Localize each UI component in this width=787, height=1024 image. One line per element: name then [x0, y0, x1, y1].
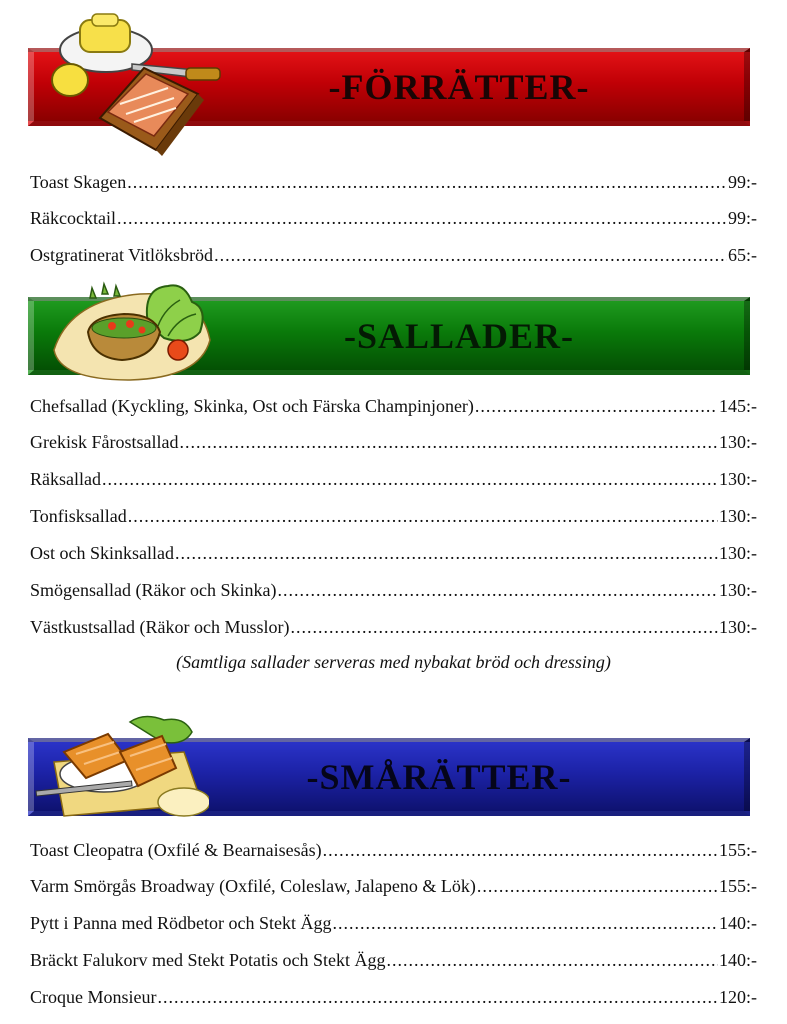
menu-item-price: 130:- [719, 469, 757, 489]
menu-item-name: Västkustsallad (Räkor och Musslor) [30, 617, 290, 637]
salad-bowl-with-lettuce-icon [50, 280, 220, 385]
dot-leader [128, 504, 718, 528]
menu-item-price: 130:- [719, 543, 757, 563]
menu-item-price: 99:- [728, 208, 757, 228]
menu-item-name: Toast Cleopatra (Oxfilé & Bearnaisesås) [30, 840, 322, 860]
menu-item [30, 985, 757, 1009]
menu-item-name: Pytt i Panna med Rödbetor och Stekt Ägg [30, 913, 332, 933]
menu-item [30, 578, 757, 602]
dot-leader [214, 243, 727, 267]
toasted-sandwich-plate-icon [34, 712, 209, 827]
toast-with-salmon-and-butter-icon [48, 8, 228, 158]
menu-item-price: 65:- [728, 245, 757, 265]
menu-item [30, 948, 757, 972]
section-title: -SMÅRÄTTER- [306, 756, 572, 797]
menu-item-name: Varm Smörgås Broadway (Oxfilé, Coleslaw, Jalapeno & Lök) [30, 876, 476, 896]
dot-leader [127, 170, 727, 194]
menu-item-price: 130:- [719, 617, 757, 637]
dot-leader [277, 578, 718, 602]
menu-item-price: 99:- [728, 172, 757, 192]
dot-leader [477, 874, 718, 898]
menu-item [30, 394, 757, 418]
menu-item-price: 145:- [719, 396, 757, 416]
menu-item [30, 541, 757, 565]
menu-item [30, 874, 757, 898]
menu-item-name: Smögensallad (Räkor och Skinka) [30, 580, 277, 600]
salad-note: (Samtliga sallader serveras med nybakat bröd och dressing) [176, 652, 611, 672]
menu-item-name: Toast Skagen [30, 172, 127, 192]
menu-item [30, 838, 757, 862]
menu-item [30, 206, 757, 230]
dot-leader [290, 615, 718, 639]
section-title: -FÖRRÄTTER- [328, 66, 590, 107]
menu-item-name: Räkcocktail [30, 208, 116, 228]
menu-item [30, 615, 757, 639]
menu-item-price: 140:- [719, 913, 757, 933]
section-title: -SALLADER- [343, 315, 575, 356]
menu-item-price: 140:- [719, 950, 757, 970]
menu-item-name: Chefsallad (Kyckling, Skinka, Ost och Färska Champinjoner) [30, 396, 474, 416]
dot-leader [157, 985, 718, 1009]
menu-item-name: Croque Monsieur [30, 987, 157, 1007]
menu-item-name: Ostgratinerat Vitlöksbröd [30, 245, 214, 265]
dot-leader [475, 394, 718, 418]
menu-item [30, 170, 757, 194]
menu-item-price: 130:- [719, 432, 757, 452]
dot-leader [102, 467, 718, 491]
menu-item [30, 467, 757, 491]
menu-item [30, 430, 757, 454]
dot-leader [179, 430, 718, 454]
dot-leader [117, 206, 727, 230]
menu-item-name: Grekisk Fårostsallad [30, 432, 179, 452]
menu-item-name: Bräckt Falukorv med Stekt Potatis och Stekt Ägg [30, 950, 386, 970]
menu-item-name: Räksallad [30, 469, 101, 489]
dot-leader [175, 541, 718, 565]
dot-leader [386, 948, 718, 972]
menu-item-price: 130:- [719, 506, 757, 526]
menu-item [30, 243, 757, 267]
menu-item-name: Ost och Skinksallad [30, 543, 174, 563]
menu-item [30, 504, 757, 528]
menu-item-name: Tonfisksallad [30, 506, 127, 526]
menu-item-price: 120:- [719, 987, 757, 1007]
dot-leader [323, 838, 718, 862]
menu-item-price: 130:- [719, 580, 757, 600]
dot-leader [332, 911, 718, 935]
menu-item-price: 155:- [719, 840, 757, 860]
menu-item [30, 911, 757, 935]
menu-item-price: 155:- [719, 876, 757, 896]
